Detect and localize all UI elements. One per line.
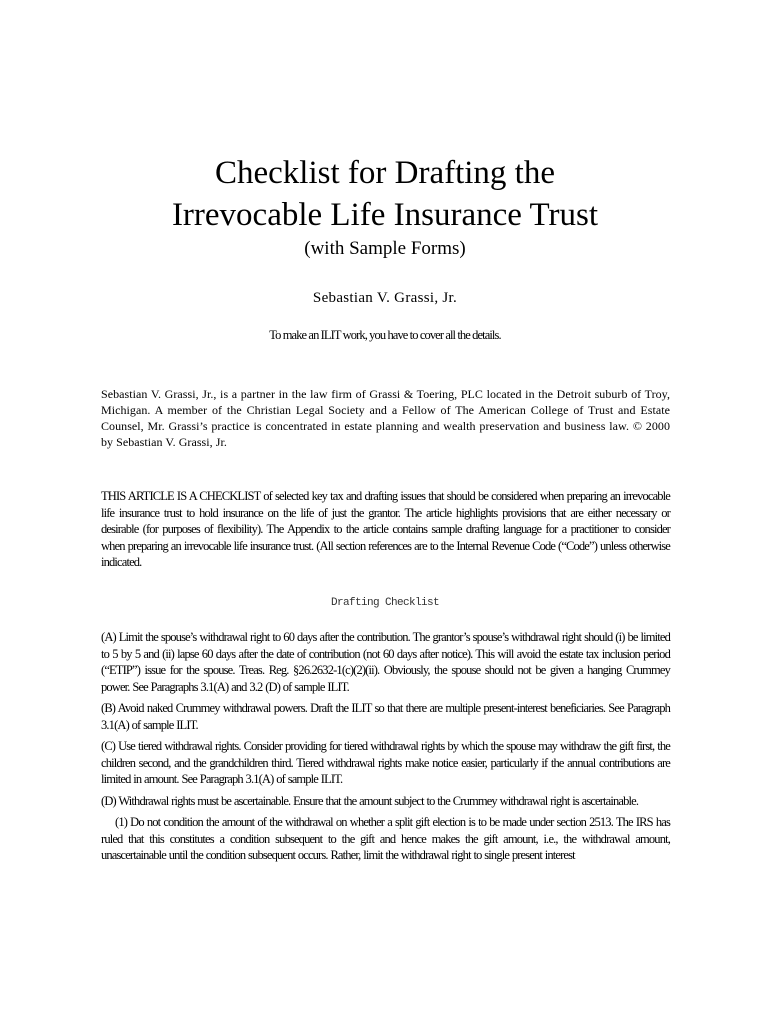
checklist-item-d: (D) Withdrawal rights must be ascertainable. Ensure that the amount subject to the Crummey withdrawal right is ascertainable. xyxy=(101,793,639,808)
author-bio: Sebastian V. Grassi, Jr., is a partner in the law firm of Grassi & Toering, PLC located in the Detroit suburb of Troy, Michigan. A member of the Christian Legal Society and a Fellow of The American College of Trust and Estate Counsel, Mr. Grassi’s practice is concentrated in estate planning and wealth preservation and business law. © 2000 by Sebastian V. Grassi, Jr. xyxy=(101,387,670,449)
checklist-subitem-d1: (1) Do not condition the amount of the withdrawal on whether a split gift election is to be made under section 2513. The IRS has ruled that this constitutes a condition subsequent to the gift and hence makes the gift amount, i.e., the withdrawal amount, unascertainable until the condition subsequent occurs. Rather, limit the withdrawal right to single present interest xyxy=(101,815,670,862)
tagline: To make an ILIT work, you have to cover all the details. xyxy=(269,328,501,342)
checklist-item-c: (C) Use tiered withdrawal rights. Consider providing for tiered withdrawal rights by which the spouse may withdraw the gift first, the children second, and the grandchildren third. Tiered withdrawal rights make notice easier, particularly if the annual contributions are limited in amount. See Paragraph 3.1(A) of sample ILIT. xyxy=(101,739,670,786)
checklist-item-a: (A) Limit the spouse’s withdrawal right to 60 days after the contribution. The grantor’s spouse’s withdrawal right should (i) be limited to 5 by 5 and (ii) lapse 60 days after the date of contribution (not 60 days after notice). This will avoid the estate tax inclusion period (“ETIP”) issue for the spouse. Treas. Reg. §26.2632-1(c)(2)(ii). Obviously, the spouse should not be given a hanging Crummey power. See Paragraphs 3.1(A) and 3.2 (D) of sample ILIT. xyxy=(101,630,670,694)
checklist-item-b: (B) Avoid naked Crummey withdrawal powers. Draft the ILIT so that there are multiple present-interest beneficiaries. See Paragraph 3.1(A) of sample ILIT. xyxy=(101,701,670,732)
checklist-items xyxy=(101,629,670,869)
title-line-2: Irrevocable Life Insurance Trust xyxy=(171,197,599,233)
intro-paragraph: THIS ARTICLE IS A CHECKLIST of selected key tax and drafting issues that should be considered when preparing an irrevocable life insurance trust to hold insurance on the life of just the grantor. The article highlights provisions that are either necessary or desirable (for purposes of flexibility). The Appendix to the article contains sample drafting language for a practitioner to consider when preparing an irrevocable life insurance trust. (All section references are to the Internal Revenue Code (“Code”) unless otherwise indicated. xyxy=(101,489,670,569)
author-name: Sebastian V. Grassi, Jr. xyxy=(312,290,458,306)
title-line-1: Checklist for Drafting the xyxy=(215,155,555,191)
title-block xyxy=(0,152,770,261)
subtitle: (with Sample Forms) xyxy=(304,238,466,259)
section-heading: Drafting Checklist xyxy=(330,597,440,609)
